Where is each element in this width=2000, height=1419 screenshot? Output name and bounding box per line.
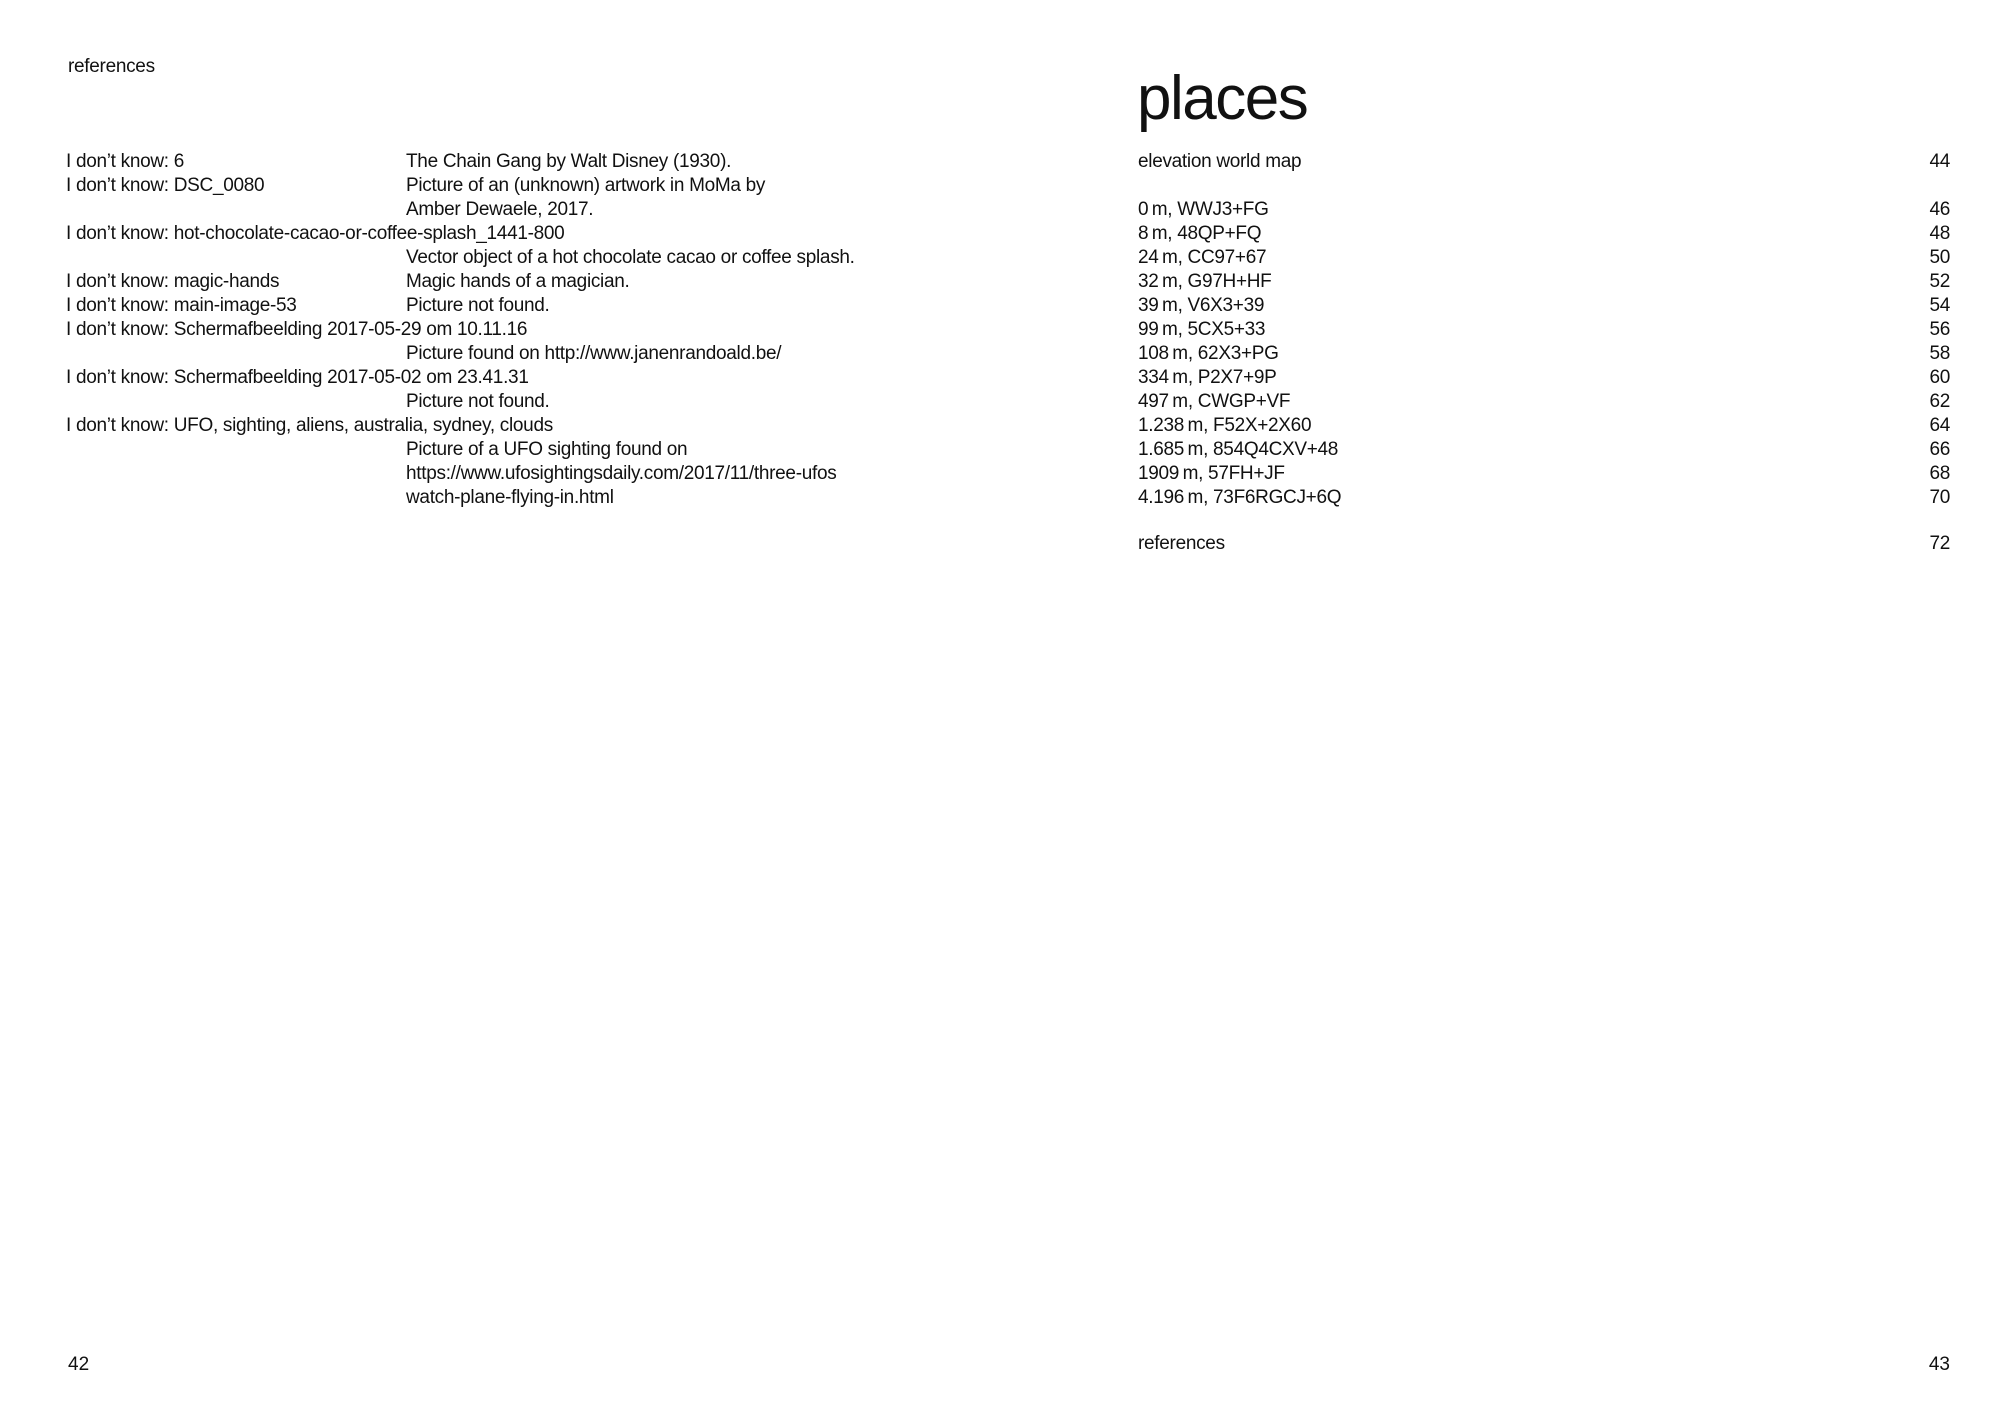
reference-entry xyxy=(66,174,966,222)
toc-entry-place[interactable] xyxy=(1138,462,1950,486)
toc-entry-label: 32 m, G97H+HF xyxy=(1138,271,1272,292)
toc-entry-page: 72 xyxy=(1929,533,1950,554)
toc-entry-page: 54 xyxy=(1929,295,1950,316)
reference-label: I don’t know: Schermafbeelding 2017-05-02 om 23.41.31 xyxy=(66,367,529,388)
reference-description-line: Picture not found. xyxy=(406,391,550,412)
toc-entry-label: 24 m, CC97+67 xyxy=(1138,247,1267,268)
toc-entry-page: 44 xyxy=(1929,151,1950,172)
reference-entry xyxy=(66,222,966,270)
reference-entry xyxy=(66,294,966,318)
toc-entry-label: 8 m, 48QP+FQ xyxy=(1138,223,1262,244)
reference-label: I don’t know: Schermafbeelding 2017-05-29 om 10.11.16 xyxy=(66,319,528,340)
section-title: places xyxy=(1137,64,1308,133)
toc-entry-page: 62 xyxy=(1929,391,1950,412)
toc-entry-label: references xyxy=(1138,533,1225,554)
toc-entry-page: 60 xyxy=(1929,367,1950,388)
toc-entry-label: 1909 m, 57FH+JF xyxy=(1138,463,1285,484)
toc-entry-page: 58 xyxy=(1929,343,1950,364)
toc-entry-page: 48 xyxy=(1929,223,1950,244)
running-head: references xyxy=(68,56,155,77)
toc-entry-page: 56 xyxy=(1929,319,1950,340)
references-list xyxy=(66,150,966,510)
toc-entry-place[interactable] xyxy=(1138,366,1950,390)
toc-entry-place[interactable] xyxy=(1138,222,1950,246)
toc-entry-place[interactable] xyxy=(1138,198,1950,222)
toc-entry-label: elevation world map xyxy=(1138,151,1302,172)
toc-entry-label: 4.196 m, 73F6RGCJ+6Q xyxy=(1138,487,1342,508)
reference-description-line: https://www.ufosightingsdaily.com/2017/11/three-ufos xyxy=(406,463,837,484)
toc-entry-label: 99 m, 5CX5+33 xyxy=(1138,319,1266,340)
reference-entry xyxy=(66,366,966,414)
page-number-left: 42 xyxy=(68,1354,90,1375)
reference-description-line: Picture of a UFO sighting found on xyxy=(406,439,688,460)
reference-label: I don’t know: main-image-53 xyxy=(66,295,297,316)
toc-entry-place[interactable] xyxy=(1138,246,1950,270)
page-number-right: 43 xyxy=(1928,1354,1950,1375)
toc-entry-references[interactable] xyxy=(1138,532,1950,556)
toc-entry-place[interactable] xyxy=(1138,270,1950,294)
reference-description-line: Amber Dewaele, 2017. xyxy=(406,199,594,220)
table-of-contents xyxy=(1138,150,1950,556)
reference-description-line: watch-plane-flying-in.html xyxy=(406,487,614,508)
toc-entry-label: 0 m, WWJ3+FG xyxy=(1138,199,1269,220)
toc-entry-label: 108 m, 62X3+PG xyxy=(1138,343,1279,364)
toc-entry-page: 64 xyxy=(1929,415,1950,436)
reference-entry xyxy=(66,414,966,510)
reference-label: I don’t know: magic-hands xyxy=(66,271,280,292)
toc-entry-label: 334 m, P2X7+9P xyxy=(1138,367,1277,388)
toc-entry-place[interactable] xyxy=(1138,294,1950,318)
right-page xyxy=(1000,0,2000,1419)
reference-description: The Chain Gang by Walt Disney (1930). xyxy=(406,151,732,172)
reference-entry xyxy=(66,318,966,366)
toc-entry-place[interactable] xyxy=(1138,390,1950,414)
toc-entry-page: 68 xyxy=(1929,463,1950,484)
reference-entry xyxy=(66,150,966,174)
toc-entry-label: 39 m, V6X3+39 xyxy=(1138,295,1265,316)
toc-entry-place[interactable] xyxy=(1138,486,1950,510)
toc-entry-place[interactable] xyxy=(1138,342,1950,366)
toc-entry-place[interactable] xyxy=(1138,438,1950,462)
toc-entry-label: 497 m, CWGP+VF xyxy=(1138,391,1291,412)
reference-description-line: Vector object of a hot chocolate cacao or coffee splash. xyxy=(406,247,855,268)
reference-label: I don’t know: hot-chocolate-cacao-or-coffee-splash_1441-800 xyxy=(66,223,565,244)
reference-label: I don’t know: DSC_0080 xyxy=(66,175,265,196)
reference-entry xyxy=(66,270,966,294)
toc-entry-place[interactable] xyxy=(1138,414,1950,438)
reference-description: Picture not found. xyxy=(406,295,550,316)
toc-entry-elevation-world-map[interactable] xyxy=(1138,150,1950,174)
toc-entry-page: 66 xyxy=(1929,439,1950,460)
reference-label: I don’t know: UFO, sighting, aliens, australia, sydney, clouds xyxy=(66,415,553,436)
toc-entry-place[interactable] xyxy=(1138,318,1950,342)
reference-description: Picture of an (unknown) artwork in MoMa by xyxy=(406,175,766,196)
reference-description-line: Picture found on http://www.janenrandoald.be/ xyxy=(406,343,782,364)
toc-entry-label: 1.238 m, F52X+2X60 xyxy=(1138,415,1312,436)
reference-description: Magic hands of a magician. xyxy=(406,271,630,292)
reference-label: I don’t know: 6 xyxy=(66,151,185,172)
toc-entry-label: 1.685 m, 854Q4CXV+48 xyxy=(1138,439,1339,460)
toc-entry-page: 70 xyxy=(1929,487,1950,508)
toc-entry-page: 50 xyxy=(1929,247,1950,268)
toc-entry-page: 46 xyxy=(1929,199,1950,220)
toc-entry-page: 52 xyxy=(1929,271,1950,292)
